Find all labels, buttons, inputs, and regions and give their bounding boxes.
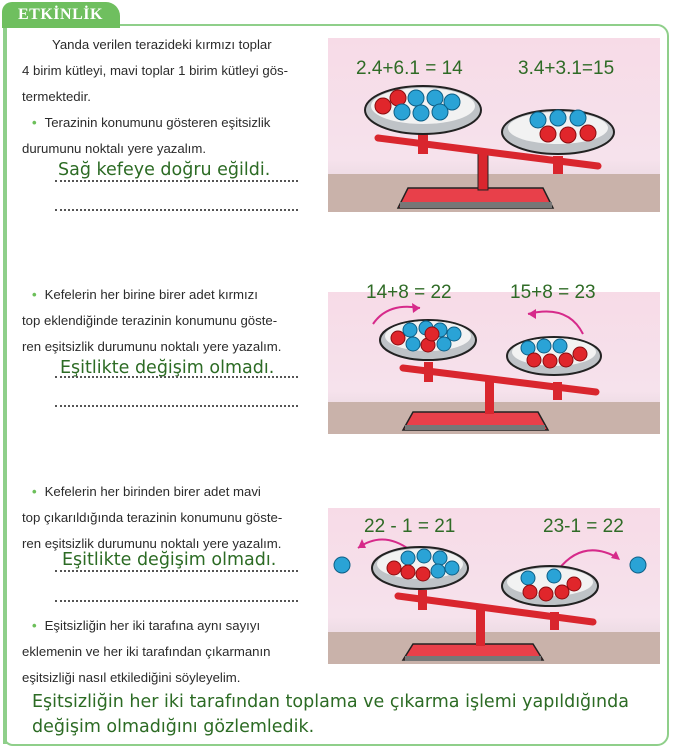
frame-left-bar — [3, 24, 7, 744]
final-question-line-3: eşitsizliği nasıl etkilediğini söyleyelim. — [22, 670, 241, 685]
final-question-line-2: eklemenin ve her iki tarafından çıkarmanın — [22, 644, 271, 659]
bullet-icon: • — [32, 484, 37, 499]
activity-title: ETKİNLİK — [18, 6, 103, 23]
answer-1: Sağ kefeye doğru eğildi. — [58, 160, 271, 180]
bullet-icon: • — [32, 618, 37, 633]
balance-scale-3-icon — [328, 508, 660, 664]
balance-scene-1 — [328, 38, 660, 212]
removed-blue-ball-left-icon — [334, 557, 350, 573]
scene-3-left-equation: 22 - 1 = 21 — [364, 516, 456, 537]
question-2-line-1: Kefelerin her birine birer adet kırmızı — [44, 287, 258, 302]
question-2 — [22, 282, 308, 360]
scene-1-right-equation: 3.4+3.1=15 — [518, 58, 615, 79]
final-question-line-1: Eşitsizliğin her iki tarafına aynı sayıyı — [44, 618, 261, 633]
question-3-line-2: top çıkarıldığında terazinin konumunu göste- — [22, 510, 283, 525]
balance-scene-2 — [328, 292, 660, 434]
question-3-line-1: Kefelerin her birinden birer adet mavi — [44, 484, 261, 499]
balance-scale-2-icon — [328, 292, 660, 434]
bullet-icon: • — [32, 115, 37, 130]
answer-2-dotted-line-2 — [55, 405, 298, 407]
intro-paragraph — [22, 32, 308, 110]
scene-1-left-equation: 2.4+6.1 = 14 — [356, 58, 463, 79]
conclusion-line-2: değişim olmadığını gözlemledik. — [32, 717, 315, 737]
conclusion-line-1: Eşitsizliğin her iki tarafından toplama ve çıkarma işlemi yapıldığında — [32, 692, 629, 712]
answer-3: Eşitlikte değişim olmadı. — [62, 550, 277, 570]
bullet-icon: • — [32, 287, 37, 302]
conclusion — [32, 690, 629, 740]
final-question — [22, 613, 308, 691]
balance-scale-1-icon — [328, 38, 660, 212]
scene-2-right-equation: 15+8 = 23 — [510, 282, 596, 303]
scene-3-right-equation: 23-1 = 22 — [543, 516, 624, 537]
balance-scene-3 — [328, 508, 660, 664]
removed-blue-ball-right-icon — [630, 557, 646, 573]
answer-1-dotted-line-2 — [55, 209, 298, 211]
intro-line-2: 4 birim kütleyi, mavi toplar 1 birim kütleyi gös- — [22, 63, 289, 78]
answer-3-dotted-line-2 — [55, 600, 298, 602]
question-3 — [22, 479, 308, 557]
question-2-line-2: top eklendiğinde terazinin konumunu göste- — [22, 313, 278, 328]
intro-line-3: termektedir. — [22, 89, 91, 104]
answer-2: Eşitlikte değişim olmadı. — [60, 358, 275, 378]
answer-1-dotted-line — [55, 180, 298, 182]
scene-2-left-equation: 14+8 = 22 — [366, 282, 452, 303]
intro-line-1: Yanda verilen terazideki kırmızı toplar — [52, 37, 272, 52]
answer-2-dotted-line — [55, 376, 298, 378]
question-1-line-2: durumunu noktalı yere yazalım. — [22, 141, 206, 156]
activity-header-tab — [2, 2, 120, 28]
question-2-line-3: ren eşitsizlik durumunu noktalı yere yazalım. — [22, 339, 282, 354]
question-1-line-1: Terazinin konumunu gösteren eşitsizlik — [44, 115, 271, 130]
question-3-line-3: ren eşitsizlik durumunu noktalı yere yazalım. — [22, 536, 282, 551]
question-1 — [22, 110, 308, 162]
answer-3-dotted-line — [55, 570, 298, 572]
